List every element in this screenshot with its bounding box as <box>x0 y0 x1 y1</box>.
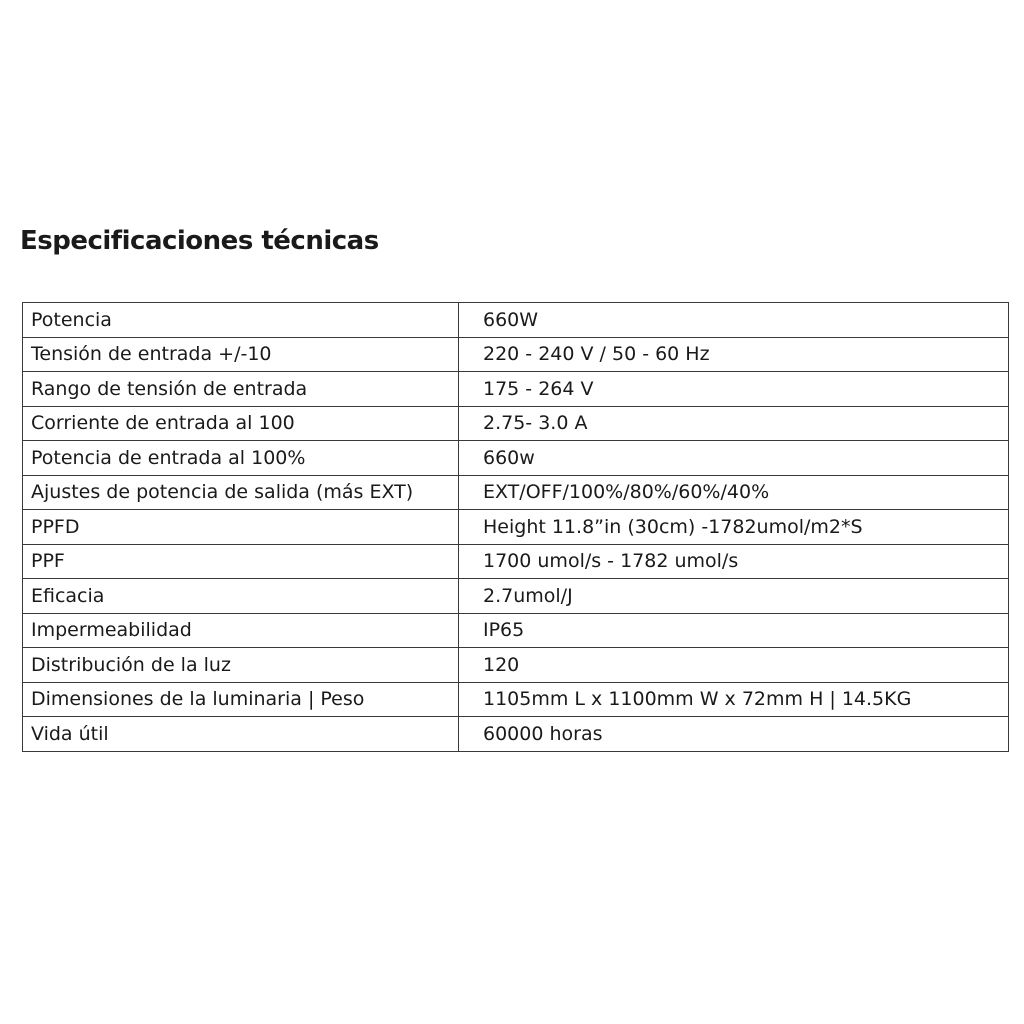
table-row <box>23 579 1009 614</box>
spec-value: 120 <box>459 648 1009 683</box>
table-row <box>23 510 1009 545</box>
spec-label: Corriente de entrada al 100 <box>23 406 459 441</box>
table-row <box>23 337 1009 372</box>
spec-label: Rango de tensión de entrada <box>23 372 459 407</box>
spec-label: Potencia <box>23 303 459 338</box>
table-row <box>23 717 1009 752</box>
table-row <box>23 682 1009 717</box>
table-row <box>23 475 1009 510</box>
table-row <box>23 441 1009 476</box>
spec-value: 660w <box>459 441 1009 476</box>
spec-label: PPF <box>23 544 459 579</box>
spec-value: 2.7umol/J <box>459 579 1009 614</box>
spec-label: Eficacia <box>23 579 459 614</box>
specifications-table <box>22 302 1009 752</box>
spec-value: 220 - 240 V / 50 - 60 Hz <box>459 337 1009 372</box>
spec-value: 1700 umol/s - 1782 umol/s <box>459 544 1009 579</box>
table-row <box>23 544 1009 579</box>
spec-value: 660W <box>459 303 1009 338</box>
spec-value: IP65 <box>459 613 1009 648</box>
table-row <box>23 303 1009 338</box>
spec-value: 1105mm L x 1100mm W x 72mm H | 14.5KG <box>459 682 1009 717</box>
spec-value: Height 11.8”in (30cm) -1782umol/m2*S <box>459 510 1009 545</box>
spec-value: 175 - 264 V <box>459 372 1009 407</box>
spec-label: Tensión de entrada +/-10 <box>23 337 459 372</box>
table-row <box>23 372 1009 407</box>
spec-label: Vida útil <box>23 717 459 752</box>
spec-value: EXT/OFF/100%/80%/60%/40% <box>459 475 1009 510</box>
spec-label: PPFD <box>23 510 459 545</box>
table-row <box>23 648 1009 683</box>
spec-value: 60000 horas <box>459 717 1009 752</box>
spec-label: Distribución de la luz <box>23 648 459 683</box>
spec-value: 2.75- 3.0 A <box>459 406 1009 441</box>
table-row <box>23 613 1009 648</box>
spec-label: Dimensiones de la luminaria | Peso <box>23 682 459 717</box>
page-title: Especificaciones técnicas <box>20 226 379 256</box>
spec-label: Ajustes de potencia de salida (más EXT) <box>23 475 459 510</box>
spec-label: Potencia de entrada al 100% <box>23 441 459 476</box>
spec-label: Impermeabilidad <box>23 613 459 648</box>
table-row <box>23 406 1009 441</box>
